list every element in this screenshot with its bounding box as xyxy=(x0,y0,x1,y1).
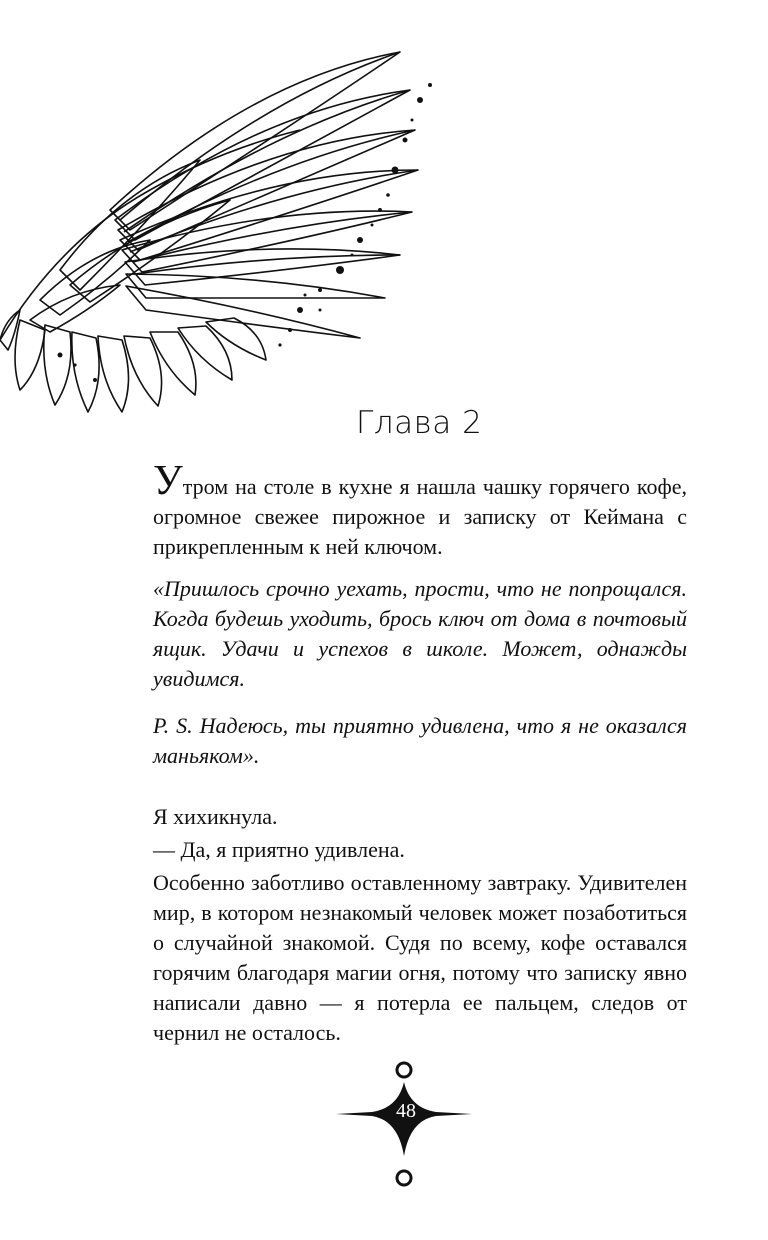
paragraph-1-text: тром на столе в кухне я нашла чашку горячего кофе, огромное свежее пирожное и записку от Кеймана с прикрепленным к ней ключом. xyxy=(153,474,687,559)
wing-illustration xyxy=(0,40,460,420)
star-ornament-icon xyxy=(336,1060,472,1190)
page-number: 48 xyxy=(396,1100,416,1122)
paragraph-3-postscript: P. S. Надеюсь, ты приятно удивлена, что я не оказался маньяком». xyxy=(153,713,687,768)
paragraph-6: Особенно заботливо оставленному завтраку. Удивителен мир, в котором незнакомый человек может позаботиться о случайной знакомой. Судя по всему, кофе оставался горячим благодаря магии огня, потому что записку явно написали давно — я потерла ее пальцем, следов от чернил не осталось. xyxy=(153,870,687,1045)
drop-cap: У xyxy=(153,458,183,504)
paragraph-5-dialogue: — Да, я приятно удивлена. xyxy=(153,837,405,862)
paragraph-2-note: «Пришлось срочно уехать, прости, что не попрощался. Когда будешь уходить, брось ключ от дома в почтовый ящик. Удачи и успехов в школе. Может, однажды увидимся. xyxy=(153,576,687,691)
chapter-title: Глава 2 xyxy=(356,405,483,441)
paragraph-4: Я хихикнула. xyxy=(153,804,278,829)
paragraph-1 xyxy=(153,458,687,562)
